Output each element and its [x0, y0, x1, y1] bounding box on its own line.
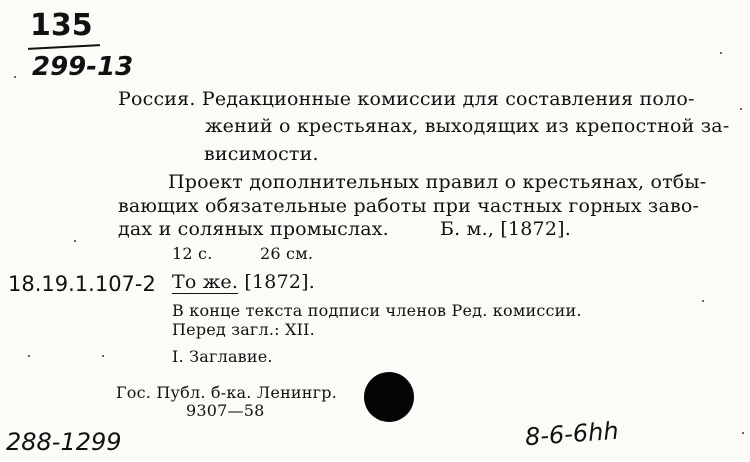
note-2: Перед загл.: XII. [172, 320, 315, 339]
speck [702, 300, 704, 302]
imprint: Б. м., [1872]. [440, 218, 571, 240]
same-label: То же. [172, 271, 239, 293]
heading-line-1: Россия. Редакционные комиссии для составления поло- [118, 88, 695, 110]
same-edition [172, 271, 315, 293]
speck [14, 76, 16, 78]
punch-hole [364, 372, 414, 422]
heading-line-2: жений о крестьянах, выходящих из крепостной за- [205, 115, 730, 137]
library-number: 9307—58 [186, 401, 265, 420]
heading-line-3: висимости. [204, 143, 319, 165]
speck [740, 108, 742, 110]
pages: 12 с. [172, 244, 213, 263]
speck [742, 432, 744, 434]
title-line-3: дах и соляных промыслах. [118, 218, 389, 240]
speck [74, 240, 76, 242]
handwritten-number-top: 135 [30, 8, 93, 43]
handwritten-divider [28, 44, 100, 50]
size: 26 см. [260, 244, 314, 263]
note-1: В конце текста подписи членов Ред. комиссии. [172, 301, 582, 320]
handwritten-bottom-right: 8-6-6hh [524, 416, 620, 452]
handwritten-bottom-left: 288-1299 [6, 428, 122, 456]
speck [720, 52, 722, 54]
title-line-2: вающих обязательные работы при частных горных заво- [118, 195, 700, 217]
same-year: [1872]. [244, 271, 315, 293]
tracing: I. Заглавие. [172, 347, 273, 366]
handwritten-number-bottom: 299-13 [32, 52, 134, 82]
shelfmark: 18.19.1.107-2 [8, 272, 156, 296]
speck [102, 355, 104, 357]
title-line-1: Проект дополнительных правил о крестьянах, отбы- [168, 171, 707, 193]
speck [28, 355, 30, 357]
library-name: Гос. Публ. б-ка. Ленингр. [116, 383, 337, 402]
